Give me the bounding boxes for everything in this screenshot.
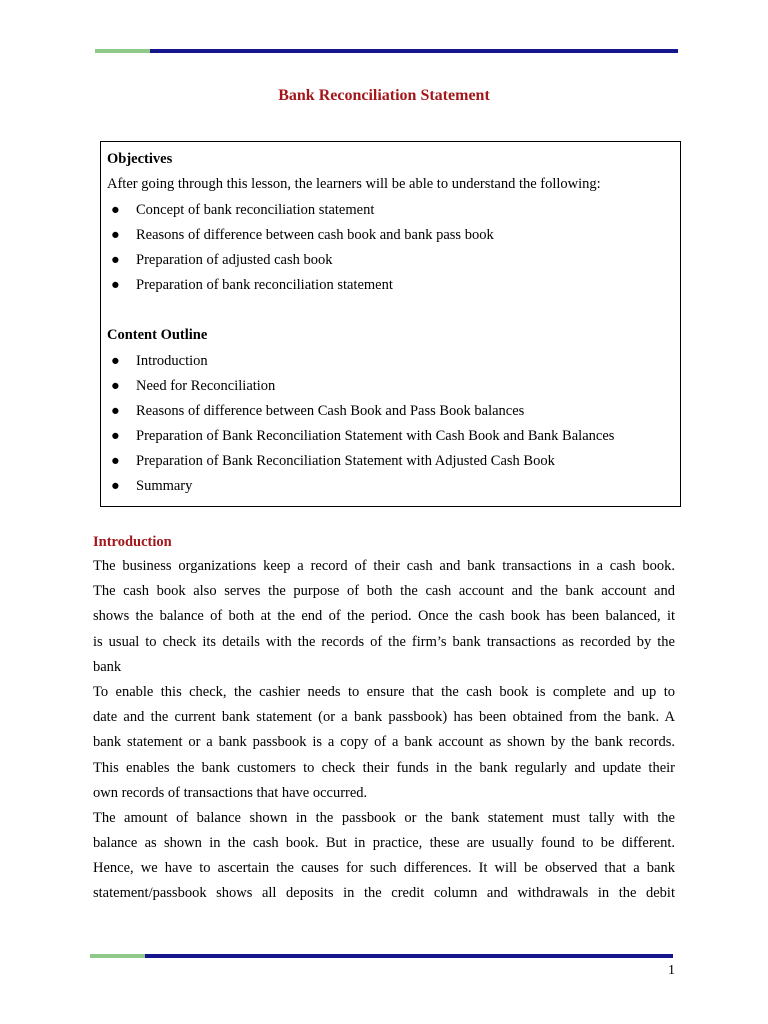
header-rule-blue-segment [150,49,678,53]
paragraph-line: Hence, we have to ascertain the causes for such differences. It will be observed that a bank [93,860,675,877]
list-item-text: Preparation of adjusted cash book [136,252,333,269]
objectives-intro: After going through this lesson, the learners will be able to understand the following: [107,176,601,192]
paragraph-line: bank [93,658,122,675]
introduction-body [93,554,675,907]
objectives-heading: Objectives [107,151,173,167]
paragraph-line: The business organizations keep a record of their cash and bank transactions in a cash book. [93,558,675,574]
bullet-icon: ● [111,478,120,495]
bullet-icon: ● [111,202,120,218]
bullet-icon: ● [111,403,120,420]
list-item-text: Concept of bank reconciliation statement [136,202,375,218]
list-item-text: Preparation of Bank Reconciliation Statement with Cash Book and Bank Balances [136,428,615,445]
paragraph-line: The cash book also serves the purpose of both the cash account and the bank account and [93,583,675,600]
footer-rule-green-segment [90,954,145,958]
header-rule-green-segment [95,49,150,53]
bullet-icon: ● [111,353,120,369]
list-item-text: Introduction [136,353,208,369]
footer-rule [90,954,673,958]
list-item-text: Need for Reconciliation [136,378,276,395]
paragraph-line: The amount of balance shown in the passbook or the bank statement must tally with the [93,809,675,826]
footer-rule-blue-segment [145,954,673,958]
content-outline-heading: Content Outline [107,327,208,343]
page-number: 1 [668,963,675,978]
list-item-text: Summary [136,478,193,495]
list-item-text: Preparation of Bank Reconciliation Statement with Adjusted Cash Book [136,453,555,470]
objectives-box [100,141,681,507]
paragraph-line: statement/passbook shows all deposits in the credit column and withdrawals in the debit [93,885,675,902]
bullet-icon: ● [111,378,120,395]
bullet-icon: ● [111,227,120,244]
paragraph-line: To enable this check, the cashier needs to ensure that the cash book is complete and up to [93,683,675,700]
paragraph-line: balance as shown in the cash book. But in practice, these are usually found to be different. [93,835,675,852]
header-rule [95,49,678,53]
paragraph-line: bank statement or a bank passbook is a copy of a bank account as shown by the bank records. [93,734,675,751]
paragraph-line: date and the current bank statement (or a bank passbook) has been obtained from the bank. A [93,709,675,726]
paragraph-line: shows the balance of both at the end of the period. Once the cash book has been balanced, it [93,608,675,625]
bullet-icon: ● [111,277,120,294]
page-title: Bank Reconciliation Statement [278,87,490,104]
bullet-icon: ● [111,428,120,445]
bullet-icon: ● [111,453,120,470]
list-item-text: Reasons of difference between Cash Book and Pass Book balances [136,403,525,420]
paragraph-line: is usual to check its details with the records of the firm’s bank transactions as recorded by the [93,633,675,650]
introduction-heading: Introduction [93,534,172,550]
list-item-text: Preparation of bank reconciliation statement [136,277,393,294]
paragraph-line: own records of transactions that have occurred. [93,784,368,801]
paragraph-line: This enables the bank customers to check their funds in the bank regularly and update their [93,759,675,776]
list-item-text: Reasons of difference between cash book and bank pass book [136,227,494,244]
bullet-icon: ● [111,252,120,269]
